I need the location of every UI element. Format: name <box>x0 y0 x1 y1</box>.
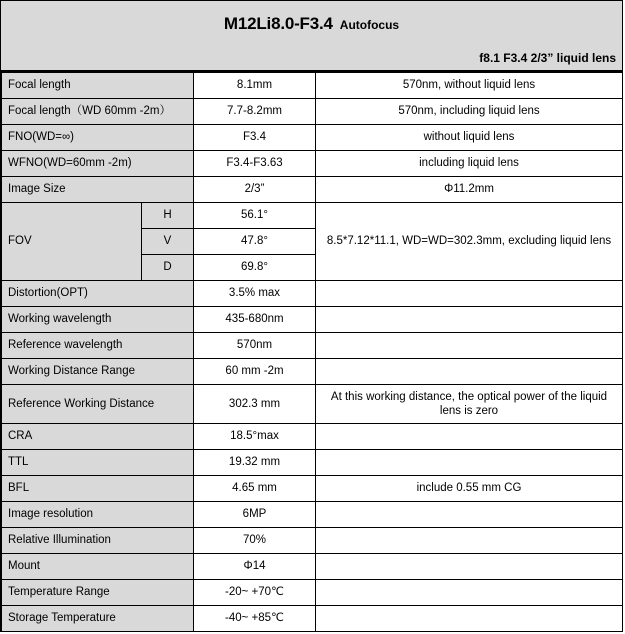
row-note: 570nm, without liquid lens <box>316 73 623 99</box>
row-note <box>316 424 623 450</box>
table-row <box>2 125 623 151</box>
table-row <box>2 450 623 476</box>
row-note <box>316 554 623 580</box>
row-note <box>316 502 623 528</box>
row-label: Image resolution <box>2 502 194 528</box>
row-value: 7.7-8.2mm <box>194 99 316 125</box>
fov-axis-v: V <box>142 229 194 255</box>
row-label: Image Size <box>2 177 194 203</box>
row-label: BFL <box>2 476 194 502</box>
row-note: Φ11.2mm <box>316 177 623 203</box>
row-value: 70% <box>194 528 316 554</box>
table-row <box>2 580 623 606</box>
header-focus-mode: Autofocus <box>339 18 400 32</box>
row-label: FNO(WD=∞) <box>2 125 194 151</box>
table-row <box>2 554 623 580</box>
row-note <box>316 359 623 385</box>
row-note: 570nm, including liquid lens <box>316 99 623 125</box>
fov-axis-h: H <box>142 203 194 229</box>
table-row <box>2 177 623 203</box>
table-row <box>2 476 623 502</box>
row-value: F3.4-F3.63 <box>194 151 316 177</box>
table-row <box>2 333 623 359</box>
table-row-fov-h <box>2 203 623 229</box>
row-note <box>316 307 623 333</box>
row-note <box>316 528 623 554</box>
row-label: Focal length <box>2 73 194 99</box>
header-subtitle: f8.1 F3.4 2/3” liquid lens <box>479 51 616 65</box>
table-row <box>2 151 623 177</box>
table-row <box>2 424 623 450</box>
table-row <box>2 73 623 99</box>
row-value: Φ14 <box>194 554 316 580</box>
row-value: 3.5% max <box>194 281 316 307</box>
fov-value-v: 47.8° <box>194 229 316 255</box>
row-label: Temperature Range <box>2 580 194 606</box>
row-value: 435-680nm <box>194 307 316 333</box>
table-row <box>2 528 623 554</box>
sheet-header <box>1 1 622 72</box>
row-note: without liquid lens <box>316 125 623 151</box>
row-value: 570nm <box>194 333 316 359</box>
row-note <box>316 580 623 606</box>
row-note: including liquid lens <box>316 151 623 177</box>
row-label: WFNO(WD=60mm -2m) <box>2 151 194 177</box>
row-value: 8.1mm <box>194 73 316 99</box>
spec-table-body <box>2 73 623 632</box>
specification-table <box>1 72 623 632</box>
row-value: -20~ +70℃ <box>194 580 316 606</box>
fov-value-h: 56.1° <box>194 203 316 229</box>
fov-axis-d: D <box>142 255 194 281</box>
row-value: 4.65 mm <box>194 476 316 502</box>
row-note: At this working distance, the optical power of the liquid lens is zero <box>316 385 623 424</box>
row-note <box>316 450 623 476</box>
row-note <box>316 333 623 359</box>
fov-value-d: 69.8° <box>194 255 316 281</box>
row-value: 6MP <box>194 502 316 528</box>
row-note <box>316 606 623 632</box>
row-note <box>316 281 623 307</box>
row-value: F3.4 <box>194 125 316 151</box>
table-row <box>2 99 623 125</box>
row-note: include 0.55 mm CG <box>316 476 623 502</box>
row-label: Distortion(OPT) <box>2 281 194 307</box>
row-label: TTL <box>2 450 194 476</box>
row-label: Working wavelength <box>2 307 194 333</box>
row-label: Reference wavelength <box>2 333 194 359</box>
row-label: Working Distance Range <box>2 359 194 385</box>
row-label: Mount <box>2 554 194 580</box>
row-value: 302.3 mm <box>194 385 316 424</box>
row-value: -40~ +85℃ <box>194 606 316 632</box>
row-label: CRA <box>2 424 194 450</box>
table-row <box>2 281 623 307</box>
table-row <box>2 502 623 528</box>
row-label: Reference Working Distance <box>2 385 194 424</box>
row-value: 60 mm -2m <box>194 359 316 385</box>
table-row <box>2 307 623 333</box>
header-title-row <box>1 1 622 34</box>
fov-label: FOV <box>2 203 142 281</box>
table-row-reference-working-distance <box>2 385 623 424</box>
row-value: 18.5°max <box>194 424 316 450</box>
row-value: 19.32 mm <box>194 450 316 476</box>
row-label: Storage Temperature <box>2 606 194 632</box>
fov-note: 8.5*7.12*11.1, WD=WD=302.3mm, excluding liquid lens <box>316 203 623 281</box>
page-title: M12Li8.0-F3.4 <box>223 14 333 33</box>
row-value: 2/3” <box>194 177 316 203</box>
row-label: Focal length（WD 60mm -2m） <box>2 99 194 125</box>
row-label: Relative Illumination <box>2 528 194 554</box>
table-row <box>2 606 623 632</box>
table-row <box>2 359 623 385</box>
